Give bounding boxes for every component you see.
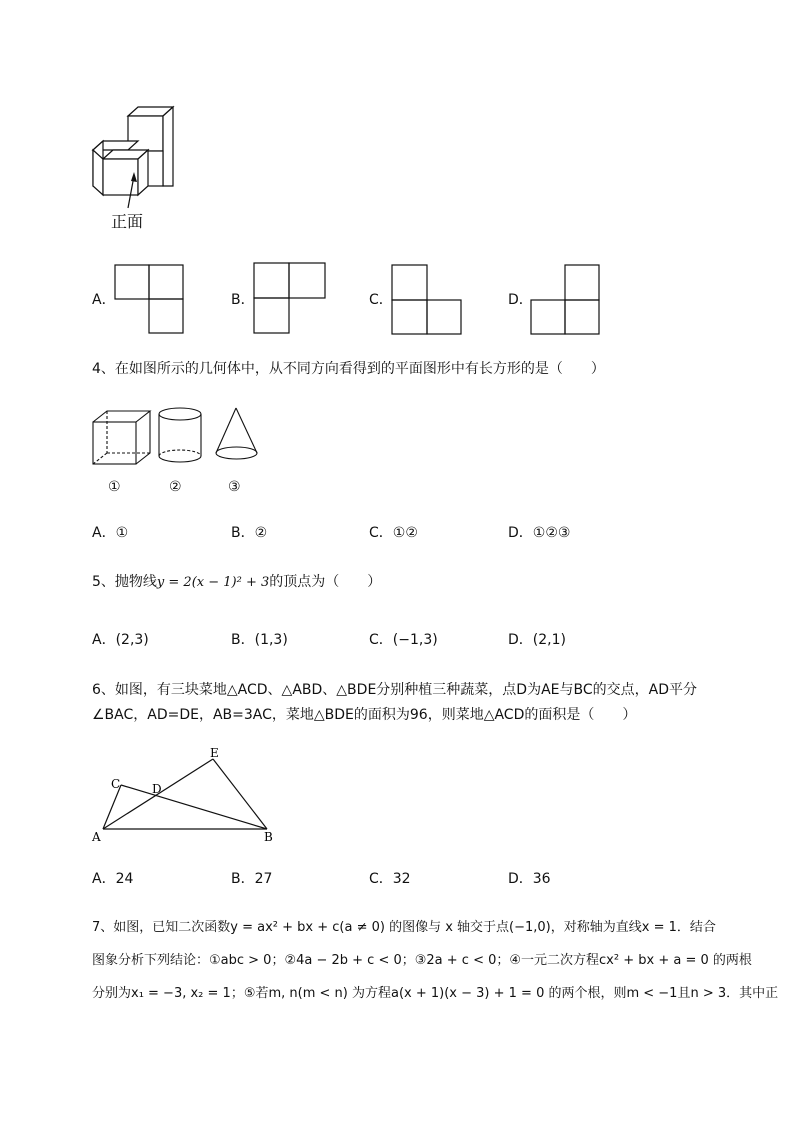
cone-solid-figure xyxy=(212,404,264,464)
q4-option-a: A．① xyxy=(92,525,129,541)
q6-triangle-figure xyxy=(92,746,282,846)
q6-option-b: B．27 xyxy=(231,871,273,887)
q5-option-c: C．(−1,3) xyxy=(369,632,438,648)
q5-option-a: A．(2,3) xyxy=(92,632,149,648)
q3-option-d-letter: D． xyxy=(508,292,533,308)
q7-stem-line3: 分别为x₁ = −3, x₂ = 1；⑤若m, n(m < n) 为方程a(x + 1)(x − 3) + 1 = 0 的两个根，则m < −1且n > 3．其中正 xyxy=(92,986,779,1001)
solid-label-2: ② xyxy=(169,479,182,495)
solid-label-1: ① xyxy=(108,479,121,495)
q7-stem-line1: 7、如图，已知二次函数y = ax² + bx + c(a ≠ 0) 的图像与 x 轴交于点(−1,0)，对称轴为直线x = 1．结合 xyxy=(92,920,716,935)
q3-option-b-letter: B． xyxy=(231,292,255,308)
q5-stem xyxy=(92,573,381,592)
q6-stem-line1: 6、如图，有三块菜地△ACD、△ABD、△BDE分别种植三种蔬菜，点D为AE与BC的交点，AD平分 xyxy=(92,682,697,698)
q4-option-c: C．①② xyxy=(369,525,418,541)
front-label: 正面 xyxy=(111,212,144,231)
q3-option-c-figure xyxy=(391,264,463,336)
point-label-c: C xyxy=(111,777,121,791)
point-label-e: E xyxy=(210,746,219,760)
q4-stem: 4、在如图所示的几何体中，从不同方向看得到的平面图形中有长方形的是（ ） xyxy=(92,361,605,377)
cylinder-solid-figure xyxy=(156,404,206,464)
q5-option-d: D．(2,1) xyxy=(508,632,566,648)
point-label-b: B xyxy=(264,830,273,844)
q3-option-d-figure xyxy=(530,264,602,336)
q3-option-a-figure xyxy=(114,264,186,336)
point-label-a: A xyxy=(92,830,101,844)
q6-option-a: A．24 xyxy=(92,871,134,887)
q5-equation: y = 2(x − 1)² + 3 xyxy=(156,575,270,590)
cube-solid-figure xyxy=(90,408,152,468)
solid-label-3: ③ xyxy=(228,479,241,495)
q3-option-a-letter: A． xyxy=(92,292,116,308)
front-arrow xyxy=(122,170,142,210)
q5-option-b: B．(1,3) xyxy=(231,632,288,648)
q6-stem-line2: ∠BAC，AD=DE，AB=3AC，菜地△BDE的面积为96，则菜地△ACD的面积是（ ） xyxy=(92,707,637,723)
q4-option-b: B．② xyxy=(231,525,268,541)
q3-option-c-letter: C． xyxy=(369,292,393,308)
q4-option-d: D．①②③ xyxy=(508,525,571,541)
q7-stem-line2: 图象分析下列结论：①abc > 0；②4a − 2b + c < 0；③2a + c < 0；④一元二次方程cx² + bx + a = 0 的两根 xyxy=(92,953,752,968)
point-label-d: D xyxy=(152,782,162,796)
q5-stem-prefix: 5、抛物线 xyxy=(92,574,157,590)
q6-option-d: D．36 xyxy=(508,871,551,887)
q5-stem-suffix: 的顶点为（ ） xyxy=(269,574,382,590)
q6-option-c: C．32 xyxy=(369,871,411,887)
q3-option-b-figure xyxy=(253,262,327,334)
